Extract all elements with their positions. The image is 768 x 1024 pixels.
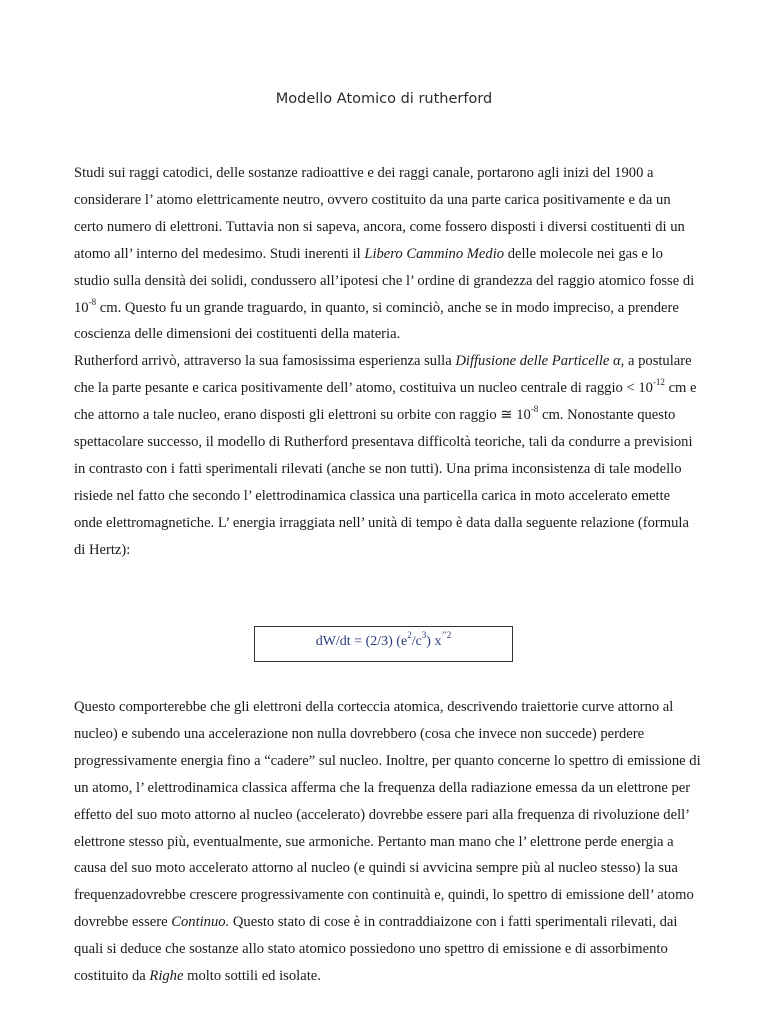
- text: Rutherford arrivò, attraverso la sua famosissima esperienza sulla: [74, 353, 456, 370]
- paragraph-2: [74, 348, 702, 563]
- text: Studi sui raggi catodici, delle sostanze radioattive e dei raggi canale, portarono agli inizi del 1900 a considerare l’ atomo elettricamente neutro, ovvero costituito da una parte carica positivamente e da un certo numero di elettroni. Tuttavia non si sapeva, ancora, come fossero disposti i diversi costituenti di un atomo all’ interno del medesimo. Studi inerenti il: [74, 165, 685, 262]
- formula-part: dW/dt = (2/3) (e: [315, 634, 408, 649]
- text: Questo comporterebbe che gli elettroni della corteccia atomica, descrivendo traiettorie curve attorno al nucleo) e subendo una accelerazione non nulla dovrebbero (cosa che invece non succede) perdere progressivamente energia fino a “cadere” sul nucleo. Inoltre, per quanto concerne lo spettro di emissione di un atomo, l’ elettrodinamica classica afferma che la frequenza della radiazione emessa da un elettrone per effetto del suo moto attorno al nucleo (accelerato) dovrebbe essere pari alla frequenza di rivoluzione dell’ elettrone stesso più, eventualmente, sue armoniche. Pertanto man mano che l’ elettrone perde energia a causa del suo moto accelerato attorno al nucleo (e quindi si avvicina sempre più al nucleo stesso) la sua frequenzadovrebbe crescere progressivamente con continuità e, quindi, lo spettro di emissione dell’ atomo dovrebbe essere: [74, 699, 701, 931]
- text: cm. Questo fu un grande traguardo, in quanto, si cominciò, anche se in modo impreciso, a prendere coscienza delle dimensioni dei costituenti della materia.: [74, 299, 679, 343]
- formula-superscript: 2: [407, 630, 412, 641]
- superscript: -8: [88, 296, 97, 307]
- formula-part: /c: [411, 634, 422, 649]
- superscript: -12: [652, 377, 665, 388]
- emphasis: Continuo.: [171, 914, 230, 931]
- text: cm. Nonostante questo spettacolare successo, il modello di Rutherford presentava difficoltà teoriche, tali da condurre a previsioni in contrasto con i fatti sperimentali rilevati (anche se non tutti). Una prima inconsistenza di tale modello risiede nel fatto che secondo l’ elettrodinamica classica una particella carica in moto accelerato emette onde elettromagnetiche. L’ energia irraggiata nell’ unità di tempo è data dalla seguente relazione (formula di Hertz):: [74, 407, 693, 558]
- paragraph-1: [74, 160, 702, 348]
- paragraph-3: [74, 694, 702, 990]
- text: Questo stato di cose è in contraddiaizone con i fatti sperimentali rilevati, dai quali si deduce che sostanze allo stato atomico possiedono uno spettro di emissione e di assorbimento costituito da: [74, 914, 678, 985]
- formula-part: ) x: [426, 634, 442, 649]
- formula-box: [254, 626, 513, 662]
- page-title: Modello Atomico di rutherford: [275, 91, 493, 107]
- text: cm e che attorno a tale nucleo, erano disposti gli elettroni su orbite con raggio ≅ 10: [74, 380, 697, 424]
- emphasis: Righe: [149, 968, 184, 985]
- text: molto sottili ed isolate.: [183, 968, 321, 985]
- superscript: -8: [530, 404, 539, 415]
- body-text-block: [74, 694, 702, 990]
- formula-superscript: ’’2: [441, 630, 452, 641]
- text: delle molecole nei gas e lo studio sulla densità dei solidi, condussero all’ipotesi che l’ ordine di grandezza del raggio atomico fosse di 10: [74, 245, 695, 316]
- emphasis: Libero Cammino Medio: [364, 245, 505, 262]
- body-text-block: [74, 160, 702, 564]
- text: , a postulare che la parte pesante e carica positivamente dell’ atomo, costituiva un nucleo centrale di raggio < 10: [74, 353, 692, 397]
- hertz-formula: [255, 630, 512, 650]
- formula-superscript: 3: [421, 630, 427, 641]
- emphasis: Diffusione delle Particelle α: [455, 353, 621, 370]
